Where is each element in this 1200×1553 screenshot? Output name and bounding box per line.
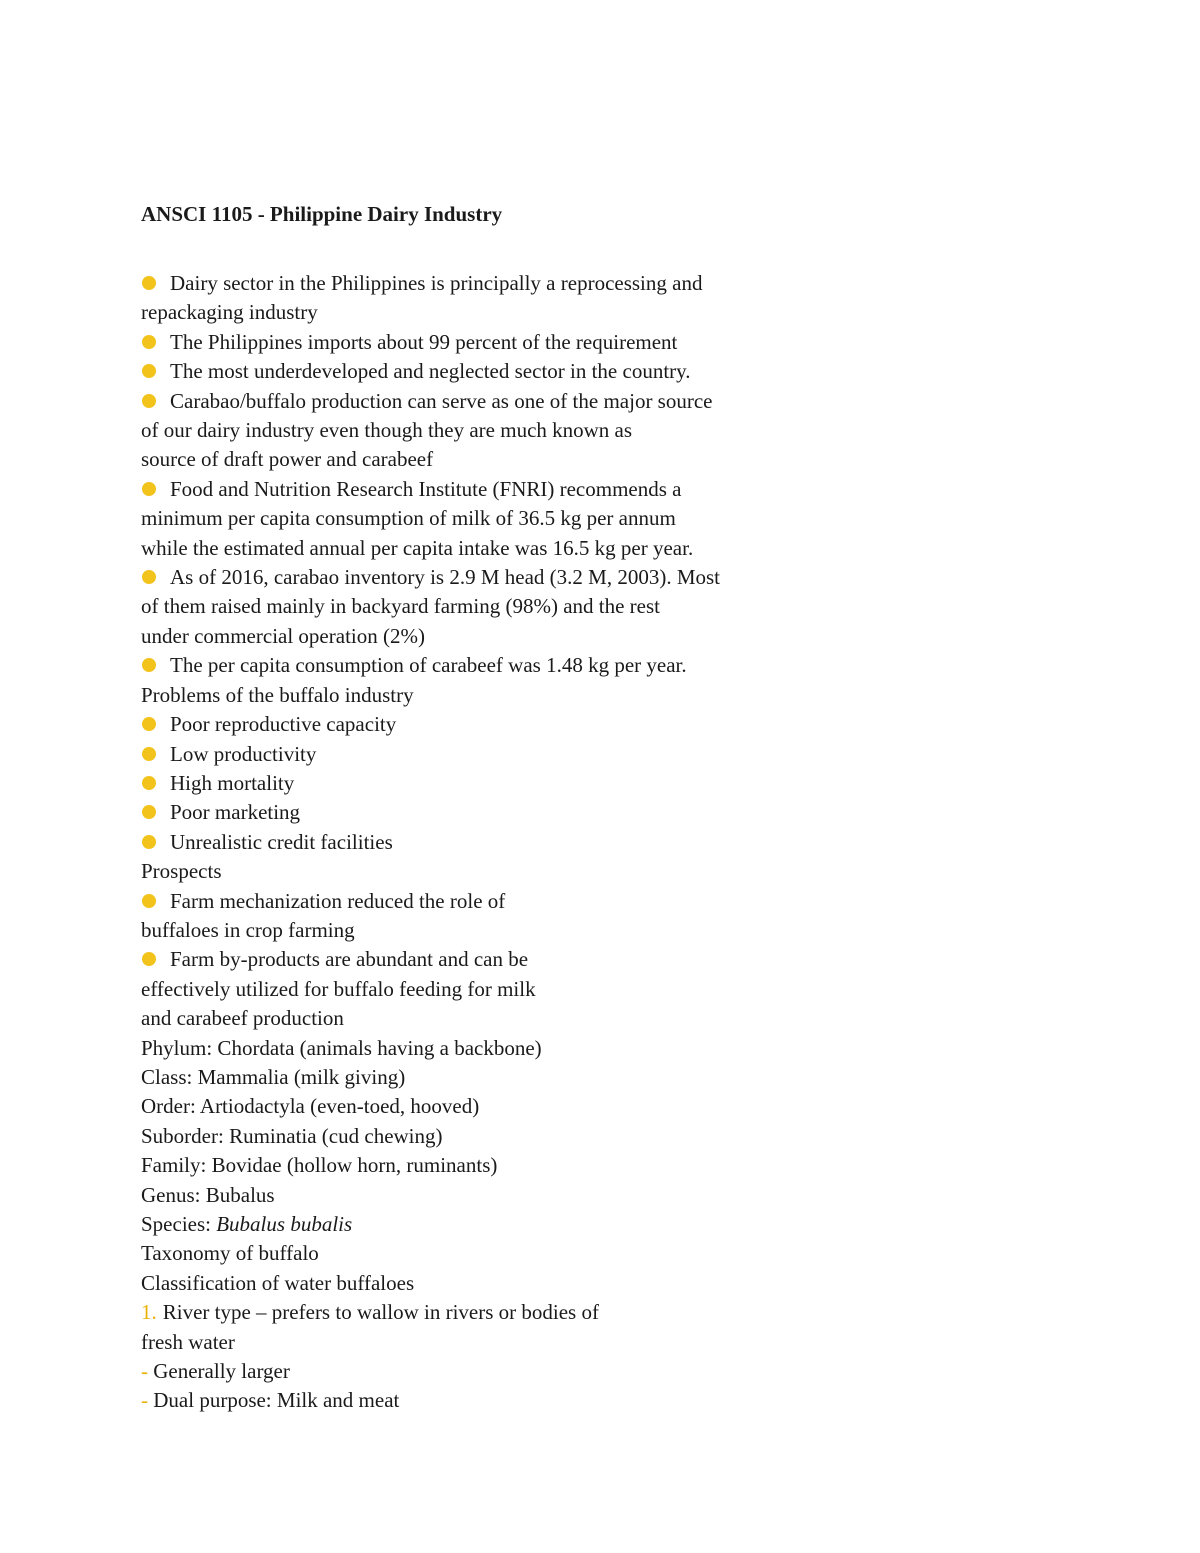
bullet-icon bbox=[142, 570, 156, 584]
bullet-line: Carabao/buffalo production can serve as one of the major source bbox=[141, 387, 841, 416]
bullet-line: The per capita consumption of carabeef was 1.48 kg per year. bbox=[141, 651, 841, 680]
dash-marker: - bbox=[141, 1359, 148, 1384]
dash-marker: - bbox=[141, 1388, 148, 1413]
bullet-icon bbox=[142, 952, 156, 966]
bullet-icon bbox=[142, 364, 156, 378]
bullet-line: The Philippines imports about 99 percent of the requirement bbox=[141, 328, 841, 357]
text-line: effectively utilized for buffalo feeding for milk bbox=[141, 976, 536, 1001]
bullet-line: Dairy sector in the Philippines is principally a reprocessing and bbox=[141, 269, 841, 298]
taxonomy-class: Class: Mammalia (milk giving) bbox=[141, 1064, 406, 1089]
text-line: repackaging industry bbox=[141, 300, 318, 325]
text-line: of them raised mainly in backyard farming (98%) and the rest bbox=[141, 594, 660, 619]
text-line: under commercial operation (2%) bbox=[141, 623, 425, 648]
bullet-line: As of 2016, carabao inventory is 2.9 M head (3.2 M, 2003). Most bbox=[141, 563, 841, 592]
bullet-line: Unrealistic credit facilities bbox=[141, 828, 841, 857]
section-heading: Prospects bbox=[141, 859, 222, 884]
section-heading: Problems of the buffalo industry bbox=[141, 682, 414, 707]
bullet-icon bbox=[142, 894, 156, 908]
bullet-line: The most underdeveloped and neglected sector in the country. bbox=[141, 357, 841, 386]
bullet-icon bbox=[142, 805, 156, 819]
item-number: 1. bbox=[141, 1300, 157, 1325]
bullet-line: Farm mechanization reduced the role of bbox=[141, 887, 841, 916]
taxonomy-order: Order: Artiodactyla (even-toed, hooved) bbox=[141, 1094, 480, 1119]
bullet-line: Low productivity bbox=[141, 740, 841, 769]
bullet-icon bbox=[142, 835, 156, 849]
taxonomy-species: Species: Bubalus bubalis bbox=[141, 1212, 353, 1236]
text-line: while the estimated annual per capita intake was 16.5 kg per year. bbox=[141, 535, 694, 560]
document-page bbox=[141, 196, 841, 1416]
bullet-icon bbox=[142, 717, 156, 731]
bullet-icon bbox=[142, 335, 156, 349]
dash-item: - Generally larger bbox=[141, 1359, 290, 1384]
bullet-line: Farm by-products are abundant and can be bbox=[141, 945, 841, 974]
bullet-line: Poor marketing bbox=[141, 798, 841, 827]
bullet-line: High mortality bbox=[141, 769, 841, 798]
dash-item: - Dual purpose: Milk and meat bbox=[141, 1388, 400, 1413]
text-line: buffaloes in crop farming bbox=[141, 917, 355, 942]
bullet-icon bbox=[142, 482, 156, 496]
bullet-icon bbox=[142, 747, 156, 761]
text-line: fresh water bbox=[141, 1329, 235, 1354]
section-heading: Classification of water buffaloes bbox=[141, 1270, 415, 1295]
numbered-item: 1. River type – prefers to wallow in rivers or bodies of bbox=[141, 1300, 599, 1325]
bullet-icon bbox=[142, 276, 156, 290]
taxonomy-family: Family: Bovidae (hollow horn, ruminants) bbox=[141, 1153, 498, 1178]
document-title: ANSCI 1105 - Philippine Dairy Industry bbox=[141, 202, 503, 226]
taxonomy-suborder: Suborder: Ruminatia (cud chewing) bbox=[141, 1123, 443, 1148]
bullet-icon bbox=[142, 394, 156, 408]
section-heading: Taxonomy of buffalo bbox=[141, 1241, 319, 1266]
text-line: and carabeef production bbox=[141, 1006, 344, 1031]
bullet-icon bbox=[142, 776, 156, 790]
taxonomy-phylum: Phylum: Chordata (animals having a backbone) bbox=[141, 1035, 542, 1060]
bullet-line: Poor reproductive capacity bbox=[141, 710, 841, 739]
species-name: Bubalus bubalis bbox=[216, 1212, 353, 1236]
bullet-line: Food and Nutrition Research Institute (FNRI) recommends a bbox=[141, 475, 841, 504]
taxonomy-genus: Genus: Bubalus bbox=[141, 1182, 275, 1207]
text-line: of our dairy industry even though they are much known as bbox=[141, 418, 633, 443]
bullet-icon bbox=[142, 658, 156, 672]
text-line: source of draft power and carabeef bbox=[141, 447, 434, 472]
text-line: minimum per capita consumption of milk of 36.5 kg per annum bbox=[141, 506, 676, 531]
